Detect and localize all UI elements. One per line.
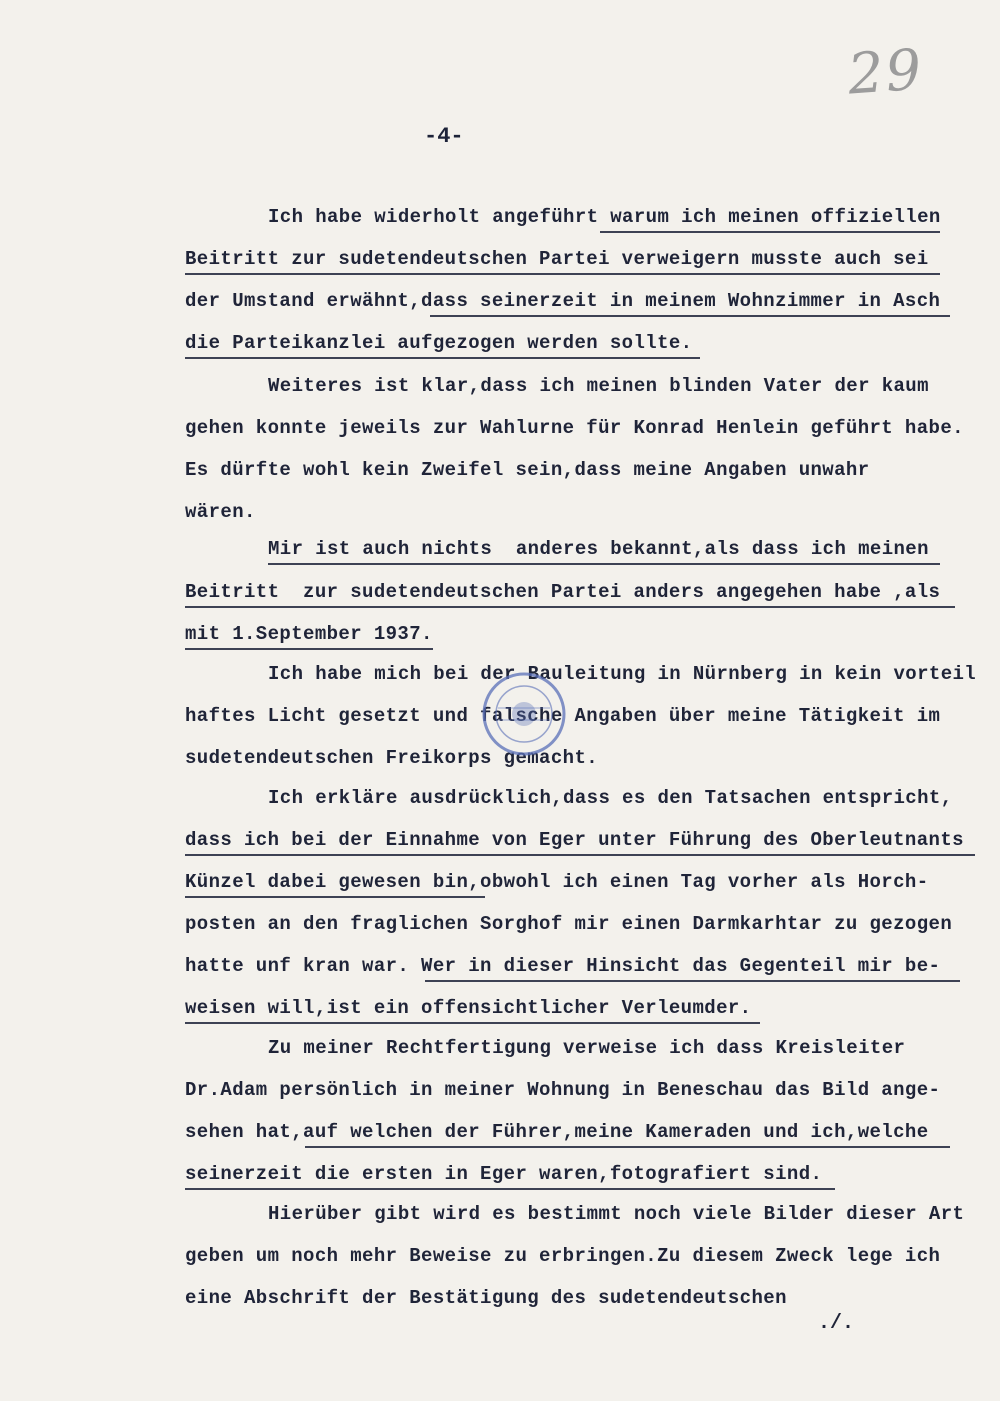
underline-mark bbox=[185, 357, 700, 359]
text-line: gehen konnte jeweils zur Wahlurne für Konrad Henlein geführt habe. bbox=[185, 417, 964, 439]
text-line: Weiteres ist klar,dass ich meinen blinden Vater der kaum bbox=[268, 375, 929, 397]
text-line: Es dürfte wohl kein Zweifel sein,dass meine Angaben unwahr bbox=[185, 459, 870, 481]
text-line: Ich habe mich bei der Bauleitung in Nürnberg in kein vorteil bbox=[268, 663, 977, 685]
underline-mark bbox=[268, 563, 940, 565]
text-line: Ich erkläre ausdrücklich,dass es den Tatsachen entspricht, bbox=[268, 787, 953, 809]
official-stamp-icon bbox=[478, 668, 570, 760]
underline-mark bbox=[430, 315, 950, 317]
underline-mark bbox=[185, 648, 433, 650]
text-line: haftes Licht gesetzt und falsche Angaben über meine Tätigkeit im bbox=[185, 705, 941, 727]
underline-mark bbox=[185, 606, 955, 608]
text-line: Zu meiner Rechtfertigung verweise ich dass Kreisleiter bbox=[268, 1037, 906, 1059]
text-line: Beitritt zur sudetendeutschen Partei anders angegehen habe ,als bbox=[185, 581, 941, 603]
folio-number: 29 bbox=[845, 37, 926, 108]
page-number: -4- bbox=[424, 124, 464, 149]
underline-mark bbox=[425, 980, 960, 982]
text-line: wären. bbox=[185, 501, 256, 523]
text-line: Ich habe widerholt angeführt warum ich meinen offiziellen bbox=[268, 206, 941, 228]
text-line: seinerzeit die ersten in Eger waren,fotografiert sind. bbox=[185, 1163, 823, 1185]
text-line: Künzel dabei gewesen bin,obwohl ich einen Tag vorher als Horch- bbox=[185, 871, 929, 893]
text-line: geben um noch mehr Beweise zu erbringen.Zu diesem Zweck lege ich bbox=[185, 1245, 941, 1267]
text-line: Mir ist auch nichts anderes bekannt,als dass ich meinen bbox=[268, 538, 929, 560]
text-line: mit 1.September 1937. bbox=[185, 623, 433, 645]
underline-mark bbox=[305, 1146, 950, 1148]
underline-mark bbox=[185, 273, 940, 275]
underline-mark bbox=[185, 854, 975, 856]
text-line: sudetendeutschen Freikorps gemacht. bbox=[185, 747, 599, 769]
text-line: Hierüber gibt wird es bestimmt noch viele Bilder dieser Art bbox=[268, 1203, 965, 1225]
text-line: weisen will,ist ein offensichtlicher Verleumder. bbox=[185, 997, 752, 1019]
underline-mark bbox=[600, 231, 940, 233]
continuation-mark: ./. bbox=[818, 1312, 855, 1335]
text-line: dass ich bei der Einnahme von Eger unter Führung des Oberleutnants bbox=[185, 829, 964, 851]
text-line: sehen hat,auf welchen der Führer,meine Kameraden und ich,welche bbox=[185, 1121, 929, 1143]
underline-mark bbox=[185, 1188, 835, 1190]
text-line: die Parteikanzlei aufgezogen werden sollte. bbox=[185, 332, 693, 354]
text-line: hatte unf kran war. Wer in dieser Hinsicht das Gegenteil mir be- bbox=[185, 955, 941, 977]
text-line: der Umstand erwähnt,dass seinerzeit in meinem Wohnzimmer in Asch bbox=[185, 290, 941, 312]
underline-mark bbox=[185, 896, 485, 898]
text-line: eine Abschrift der Bestätigung des sudetendeutschen bbox=[185, 1287, 787, 1309]
text-line: posten an den fraglichen Sorghof mir einen Darmkarhtar zu gezogen bbox=[185, 913, 953, 935]
text-line: Beitritt zur sudetendeutschen Partei verweigern musste auch sei bbox=[185, 248, 929, 270]
underline-mark bbox=[185, 1022, 760, 1024]
text-line: Dr.Adam persönlich in meiner Wohnung in Beneschau das Bild ange- bbox=[185, 1079, 941, 1101]
